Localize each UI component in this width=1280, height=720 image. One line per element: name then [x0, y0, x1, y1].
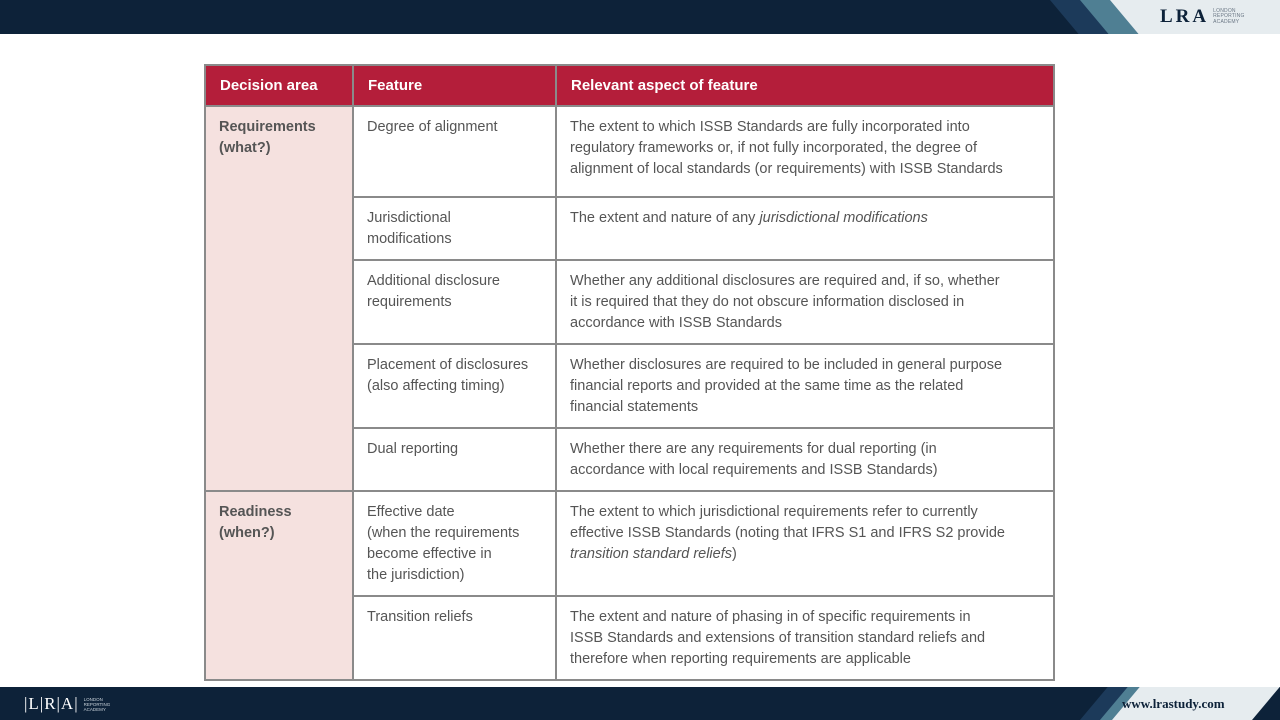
aspect-cell: The extent and nature of any jurisdictional modifications	[556, 197, 1054, 260]
header-decision-area: Decision area	[205, 65, 353, 106]
lra-logo-subtitle: LONDON REPORTING ACADEMY	[1213, 7, 1245, 25]
aspect-cell: Whether there are any requirements for dual reporting (in accordance with local requirements and ISSB Standards)	[556, 428, 1054, 491]
aspect-cell: Whether disclosures are required to be included in general purpose financial reports and provided at the same time as the related financial statements	[556, 344, 1054, 428]
emphasis-term: jurisdictional modifications	[759, 210, 928, 226]
header-relevant-aspect: Relevant aspect of feature	[556, 65, 1054, 106]
website-link[interactable]: www.lrastudy.com	[1122, 696, 1225, 711]
table-row	[205, 491, 1054, 596]
feature-cell: Additional disclosure requirements	[353, 260, 556, 344]
bottom-bar	[0, 687, 1280, 720]
top-bar	[0, 0, 1280, 34]
aspect-cell: The extent and nature of phasing in of specific requirements in ISSB Standards and extensions of transition standard reliefs and therefore when reporting requirements are applicable	[556, 596, 1054, 680]
decision-table	[204, 64, 1055, 681]
feature-cell: Transition reliefs	[353, 596, 556, 680]
feature-cell: Degree of alignment	[353, 106, 556, 197]
table-header-row	[205, 65, 1054, 106]
lra-footer-logo	[24, 694, 110, 714]
lra-logo	[1160, 6, 1245, 28]
lra-footer-logo-subtitle: LONDON REPORTING ACADEMY	[83, 696, 111, 712]
aspect-cell: Whether any additional disclosures are required and, if so, whether it is required that they do not obscure information disclosed in accordance with ISSB Standards	[556, 260, 1054, 344]
lra-logo-text: LRA	[1160, 6, 1210, 27]
aspect-cell: The extent to which ISSB Standards are fully incorporated into regulatory frameworks or, if not fully incorporated, the degree of alignment of local standards (or requirements) with ISSB Standards	[556, 106, 1054, 197]
feature-cell: Jurisdictional modifications	[353, 197, 556, 260]
header-feature: Feature	[353, 65, 556, 106]
feature-cell: Placement of disclosures (also affecting timing)	[353, 344, 556, 428]
decision-area-requirements: Requirements (what?)	[205, 106, 353, 491]
aspect-cell: The extent to which jurisdictional requirements refer to currently effective ISSB Standards (noting that IFRS S1 and IFRS S2 provide transition standard reliefs)	[556, 491, 1054, 596]
lra-footer-logo-text: |L|R|A|	[24, 694, 79, 713]
feature-cell: Dual reporting	[353, 428, 556, 491]
emphasis-term: transition standard reliefs	[570, 546, 732, 562]
feature-cell: Effective date (when the requirements become effective in the jurisdiction)	[353, 491, 556, 596]
decision-area-readiness: Readiness (when?)	[205, 491, 353, 680]
table-row	[205, 106, 1054, 197]
